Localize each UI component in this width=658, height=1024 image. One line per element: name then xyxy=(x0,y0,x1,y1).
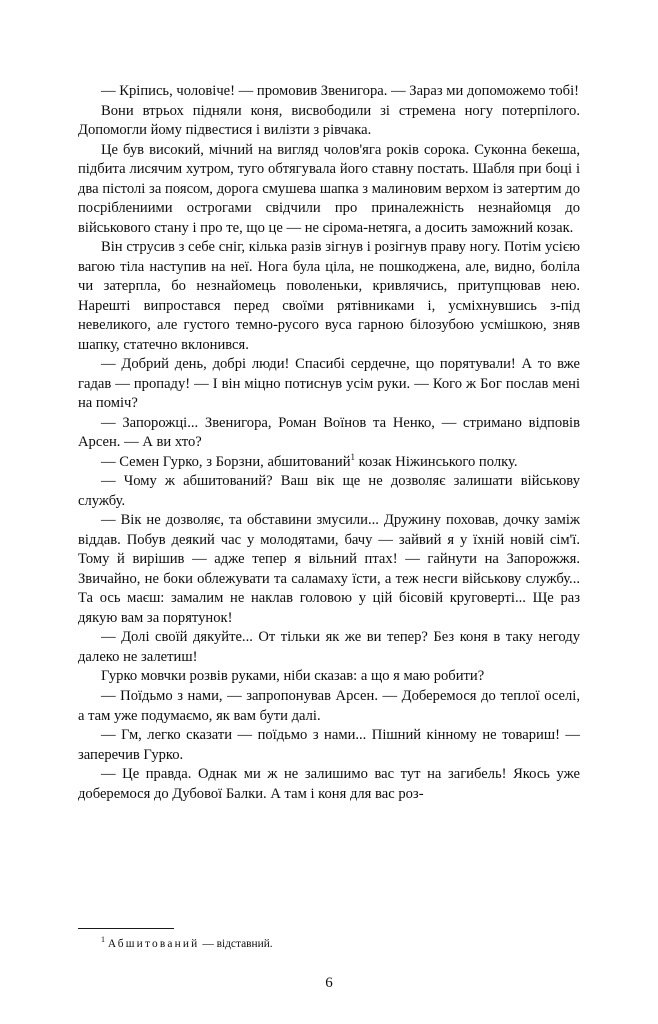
footnote-text xyxy=(78,935,580,952)
footnote-definition: відставний. xyxy=(216,938,273,951)
footnote-marker: 1 xyxy=(101,935,105,945)
paragraph: Це був високий, мічний на вигляд чолов'яга років сорока. Суконна бекеша, підбита лисячим хутром, туго обтягувала його ставну постать. Шабля при боці і два пістолі за поясом, дорога смушева шапка з малиновим верхом із затертим до посріблениими острогами свідчили про приналежність незнайомця до військового стану і про те, що це — не сірома-нетяга, а досить заможний козак. xyxy=(78,141,580,236)
page-number: 6 xyxy=(325,975,333,991)
footnote-divider xyxy=(78,928,174,929)
paragraph-with-footnote: — Семен Гурко, з Борзни, абшитований$^1$ козак Ніжинського полку. xyxy=(101,451,518,470)
paragraph: — Добрий день, добрі люди! Спасибі сердечне, що порятували! А то вже гадав — пропаду! — І він міцно потиснув усім руки. — Кого ж Бог послав мені на поміч? xyxy=(78,356,580,412)
paragraph: — Чому ж абшитований? Ваш вік ще не дозволяє залишати військову службу. xyxy=(78,473,580,509)
footnote-area xyxy=(78,928,580,952)
footnote-reference[interactable]: 1 xyxy=(350,451,356,462)
paragraph: Він струсив з себе сніг, кілька разів зігнув і розігнув праву ногу. Потім усією вагою тіла наступив на неї. Нога була ціла, не пошкоджена, але, видно, боліла чи затерпла, бо незнайомець поволеньки, кривлячись, притупцював нею. Нарешті випростався перед своїми рятівниками і, усміхнувшись з-під невеликого, але густого темно-русого вуса гарною білозубою усмішкою, зняв шапку, статечно вклонився. xyxy=(78,239,580,353)
paragraph: — Кріпись, чоловіче! — промовив Звенигора. — Зараз ми допоможемо тобі! xyxy=(101,83,580,99)
paragraph: — Це правда. Однак ми ж не залишимо вас тут на загибель! Якось уже доберемося до Дубової Балки. А там і коня для вас роз- xyxy=(78,766,580,802)
paragraph: — Запорожці... Звенигора, Роман Воїнов та Ненко, — стримано відповів Арсен. — А ви хто? xyxy=(78,414,580,451)
paragraph: — Гм, легко сказати — поїдьмо з нами... Пішний кінному не товариш! — заперечив Гурко. xyxy=(78,727,580,763)
paragraph: — Долі своїй дякуйте... От тільки як же ви тепер? Без коня в таку негоду далеко не залетиш! xyxy=(78,629,580,665)
paragraph: — Поїдьмо з нами, — запропонував Арсен. — Доберемося до теплої оселі, а там уже подумаємо, як вам бути далі. xyxy=(78,687,580,724)
paragraph: Вони втрьох підняли коня, висвободили зі стремена ногу потерпілого. Допомогли йому підвестися і вилізти з рівчака. xyxy=(78,102,580,139)
footnote-term: Абшитований xyxy=(107,938,200,951)
paragraph: Гурко мовчки розвів руками, ніби сказав: а що я маю робити? xyxy=(101,668,485,685)
body-text xyxy=(78,82,580,804)
paragraph: — Вік не дозволяє, та обставини змусили... Дружину поховав, дочку заміж віддав. Побув деякий час у молодятами, бачу — зайвий я у їхній новій сім'ї. Тому й вирішив — адже тепер я вільний птах! — гайнути на Запорожжя. Звичайно, не боки облежувати та саламаху їсти, а теж несги військову службу... Та ось маєш: замалим не наклав головою у цій бісовій круговерті... Ще раз дякую вам за порятунок! xyxy=(78,512,580,626)
footnote-separator: — xyxy=(202,938,214,951)
